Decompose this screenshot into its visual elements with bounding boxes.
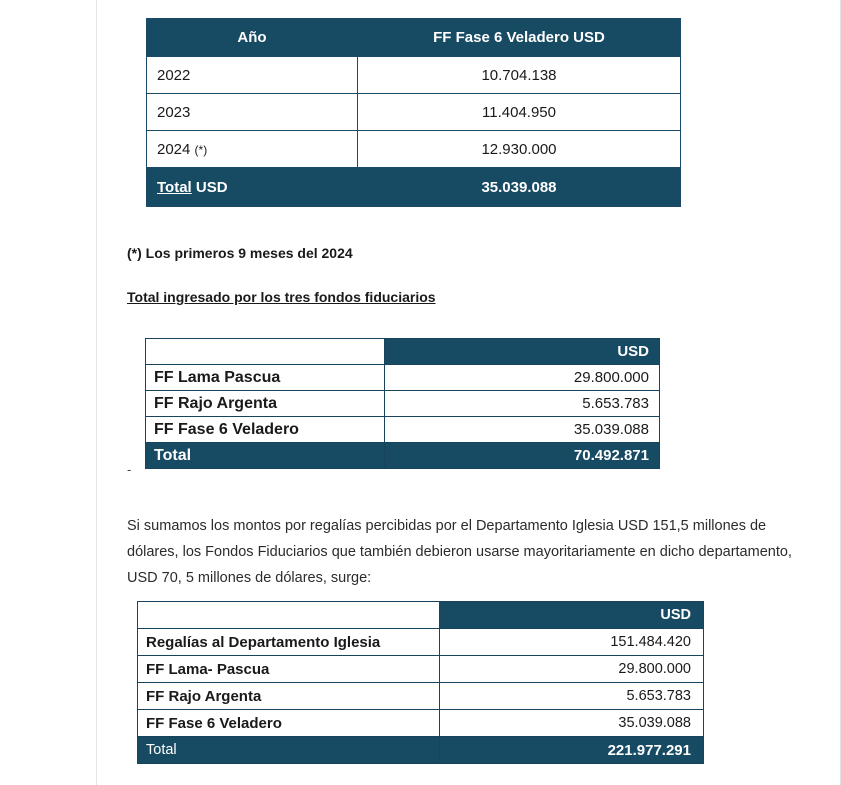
cell-year: 2022: [147, 57, 358, 94]
document-page: [96, 0, 841, 785]
cell-item-label: FF Lama- Pascua: [138, 656, 440, 683]
cell-fund-value: 5.653.783: [385, 391, 660, 417]
table-total-row: [147, 168, 681, 207]
cell-fund-label: FF Lama Pascua: [146, 365, 385, 391]
cell-total-value: 70.492.871: [385, 443, 660, 469]
column-header-usd: USD: [440, 602, 704, 629]
table-total-row: [138, 737, 704, 764]
table-row: [146, 365, 660, 391]
table-row: [138, 656, 704, 683]
cell-fund-value: 35.039.088: [385, 417, 660, 443]
table-header-row: [146, 339, 660, 365]
cell-year: 2023: [147, 94, 358, 131]
cell-total-value: 221.977.291: [440, 737, 704, 764]
table-total-tres-fondos: [145, 338, 660, 469]
table-row: [138, 629, 704, 656]
table-total-row: [146, 443, 660, 469]
table-row: [138, 683, 704, 710]
stray-dash: -: [127, 462, 132, 477]
cell-amount: 10.704.138: [358, 57, 681, 94]
column-header-blank: [146, 339, 385, 365]
cell-item-value: 35.039.088: [440, 710, 704, 737]
table-row: [147, 94, 681, 131]
cell-item-label: FF Fase 6 Veladero: [138, 710, 440, 737]
cell-total-label: Total: [146, 443, 385, 469]
body-paragraph: Si sumamos los montos por regalías percibidas por el Departamento Iglesia USD 151,5 millones de dólares, los Fondos Fiduciarios que también debieron usarse mayoritariamente en dicho departamento, USD 70, 5 millones de dólares, surge:: [127, 517, 792, 586]
footnote-marker: (*): [194, 142, 208, 157]
cell-item-value: 5.653.783: [440, 683, 704, 710]
cell-item-label: FF Rajo Argenta: [138, 683, 440, 710]
cell-total-amount: 35.039.088: [358, 168, 681, 207]
cell-amount: 11.404.950: [358, 94, 681, 131]
cell-total-label: Total: [138, 737, 440, 764]
cell-amount: 12.930.000: [358, 131, 681, 168]
cell-item-value: 151.484.420: [440, 629, 704, 656]
table-row: [147, 57, 681, 94]
table-row: [147, 131, 681, 168]
cell-fund-label: FF Rajo Argenta: [146, 391, 385, 417]
cell-item-value: 29.800.000: [440, 656, 704, 683]
column-header-usd: USD: [385, 339, 660, 365]
table-row: [146, 391, 660, 417]
table-row: [138, 710, 704, 737]
table-regalias-y-fondos: [137, 601, 704, 764]
column-header-blank: [138, 602, 440, 629]
cell-item-label: Regalías al Departamento Iglesia: [138, 629, 440, 656]
cell-year: [147, 131, 358, 168]
column-header-ff-fase6: FF Fase 6 Veladero USD: [358, 19, 681, 57]
footnote-text: (*) Los primeros 9 meses del 2024: [127, 245, 353, 261]
cell-year-text: 2024: [157, 140, 195, 158]
left-margin: [0, 0, 96, 785]
column-header-anio: Año: [147, 19, 358, 57]
cell-total-label: [147, 168, 358, 207]
table-header-row: [147, 19, 681, 57]
cell-fund-label: FF Fase 6 Veladero: [146, 417, 385, 443]
table-row: [146, 417, 660, 443]
total-label-rest: USD: [191, 178, 228, 196]
table-ff-fase6-por-anio: [146, 18, 681, 207]
cell-fund-value: 29.800.000: [385, 365, 660, 391]
section-subheading: Total ingresado por los tres fondos fiduciarios: [127, 289, 436, 305]
table-header-row: [138, 602, 704, 629]
total-label-strong: Total: [157, 178, 192, 196]
